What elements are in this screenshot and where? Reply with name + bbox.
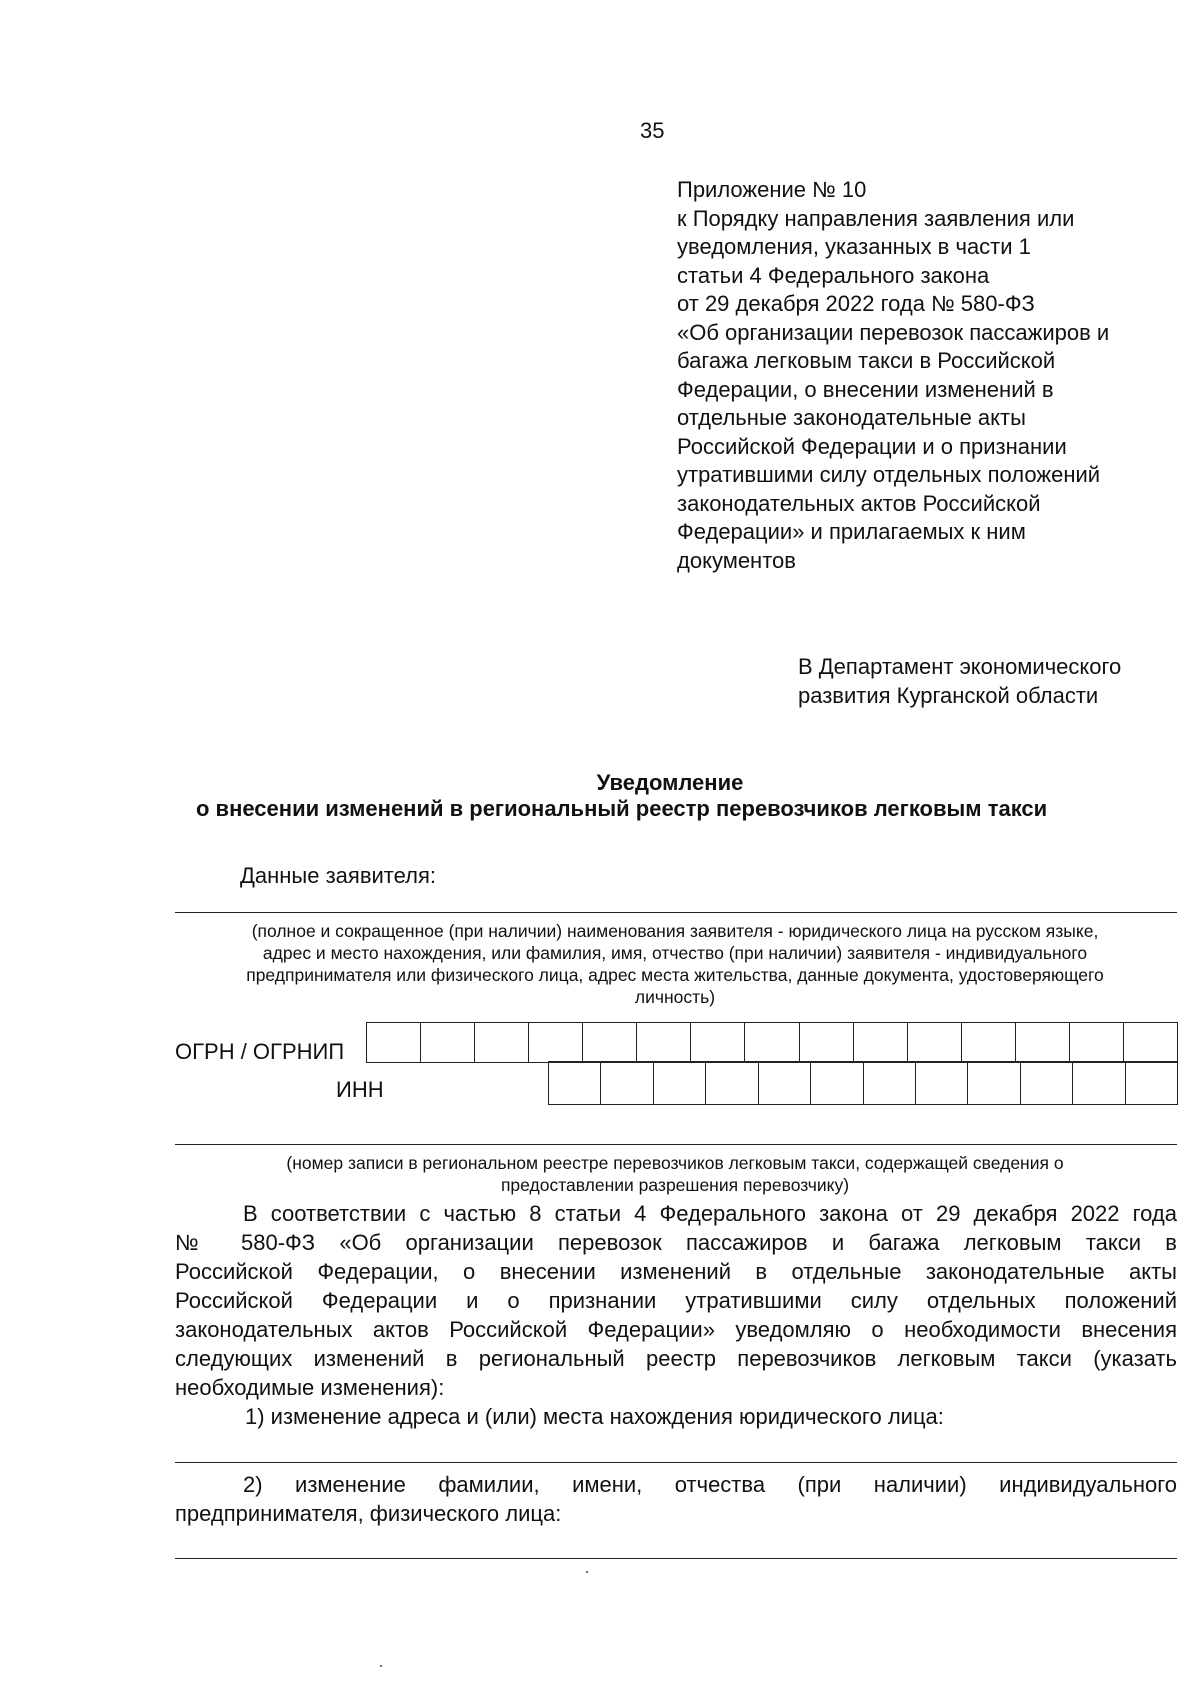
ogrn-cell[interactable] [1069,1023,1123,1062]
ogrn-cell[interactable] [853,1023,907,1062]
inn-cell[interactable] [549,1062,600,1104]
address-change-field[interactable] [175,1462,1177,1463]
item-line: предпринимателя, физического лица: [175,1501,562,1526]
annex-line: утратившими силу отдельных положений [677,462,1101,487]
annex-reference [677,176,1177,575]
inn-cell[interactable] [705,1062,757,1104]
ogrn-cell[interactable] [690,1023,744,1062]
annex-line: уведомления, указанных в части 1 [677,234,1031,259]
inn-cell[interactable] [915,1062,967,1104]
applicant-data-field[interactable] [175,912,1177,913]
document-subtitle: о внесении изменений в региональный реестр перевозчиков легковым такси [196,796,1048,821]
ogrn-cell[interactable] [420,1023,474,1062]
addressee-line: В Департамент экономического [798,654,1122,679]
annex-line: Приложение № 10 [677,177,867,202]
inn-label: ИНН [336,1077,384,1102]
annex-line: законодательных актов Российской [677,490,1041,516]
ogrn-cell[interactable] [1123,1023,1177,1062]
annex-line: отдельные законодательные акты [677,405,1026,430]
ogrn-cell[interactable] [799,1023,853,1062]
ogrn-cell[interactable] [744,1023,798,1062]
addressee-line: развития Курганской области [798,683,1099,708]
annex-line: Российской Федерации и о признании [677,433,1067,459]
annex-line: к Порядку направления заявления или [677,205,1075,231]
inn-cell[interactable] [967,1062,1019,1104]
inn-cell[interactable] [653,1062,705,1104]
ogrn-cell[interactable] [474,1023,528,1062]
annex-line: багажа легковым такси в Российской [677,348,1056,373]
change-item-address: 1) изменение адреса и (или) места нахождения юридического лица: [245,1404,944,1429]
ogrn-cell[interactable] [1015,1023,1069,1062]
ogrn-cell[interactable] [367,1023,420,1062]
body-line: следующих изменений в региональный реестр перевозчиков легковым такси (указать [175,1346,1177,1371]
inn-cell[interactable] [1020,1062,1072,1104]
ogrn-cell[interactable] [961,1023,1015,1062]
record-number-field[interactable] [175,1144,1177,1145]
body-line: Российской Федерации, о внесении изменений в отдельные законодательные акты [175,1259,1177,1284]
annex-line: Федерации, о внесении изменений в [677,376,1054,402]
body-line: необходимые изменения): [175,1375,445,1400]
annex-line: «Об организации перевозок пассажиров и [677,319,1110,345]
applicant-data-caption: (полное и сокращенное (при наличии) наименования заявителя - юридического лица на русском языке, адрес и место нахождения, или фамилия, имя, отчество (при наличии) заявителя - индивидуального предпринимателя или физического лица, адрес места жительства, данные документа, удостоверяющего личность) [246,921,1104,1007]
annex-line: статьи 4 Федерального закона [677,262,990,288]
name-change-field[interactable] [175,1558,1177,1559]
scan-speck [380,1665,382,1667]
annex-line: от 29 декабря 2022 года № 580-ФЗ [677,291,1035,316]
annex-line: Федерации» и прилагаемых к ним [677,519,1026,544]
inn-cell[interactable] [758,1062,810,1104]
inn-cell[interactable] [1072,1062,1124,1104]
inn-cell[interactable] [863,1062,915,1104]
ogrn-cells[interactable] [366,1022,1178,1063]
ogrn-label: ОГРН / ОГРНИП [175,1039,345,1064]
notification-body [175,1199,1177,1402]
inn-cell[interactable] [600,1062,652,1104]
addressee [798,652,1121,710]
ogrn-cell[interactable] [636,1023,690,1062]
change-item-name [175,1470,1177,1528]
scan-speck [586,1571,588,1573]
record-number-caption: (номер записи в региональном реестре перевозчиков легковым такси, содержащей сведения о предоставлении разрешения перевозчику) [286,1153,1064,1195]
ogrn-cell[interactable] [528,1023,582,1062]
item-line: 2) изменение фамилии, имени, отчества (при наличии) индивидуального [243,1472,1177,1497]
annex-line: документов [677,547,796,573]
ogrn-cell[interactable] [582,1023,636,1062]
body-line: Российской Федерации и о признании утратившими силу отдельных положений [175,1288,1177,1313]
body-line: законодательных актов Российской Федерации» уведомляю о необходимости внесения [175,1317,1177,1342]
body-line: В соответствии с частью 8 статьи 4 Федерального закона от 29 декабря 2022 года [243,1201,1177,1226]
inn-cell[interactable] [1125,1062,1177,1104]
ogrn-cell[interactable] [907,1023,961,1062]
inn-cell[interactable] [810,1062,862,1104]
inn-cells[interactable] [548,1061,1178,1105]
document-title: Уведомление [596,770,744,795]
body-line: № 580-ФЗ «Об организации перевозок пассажиров и багажа легковым такси в [175,1230,1177,1255]
page-number: 35 [640,118,665,143]
applicant-data-label: Данные заявителя: [240,863,437,888]
